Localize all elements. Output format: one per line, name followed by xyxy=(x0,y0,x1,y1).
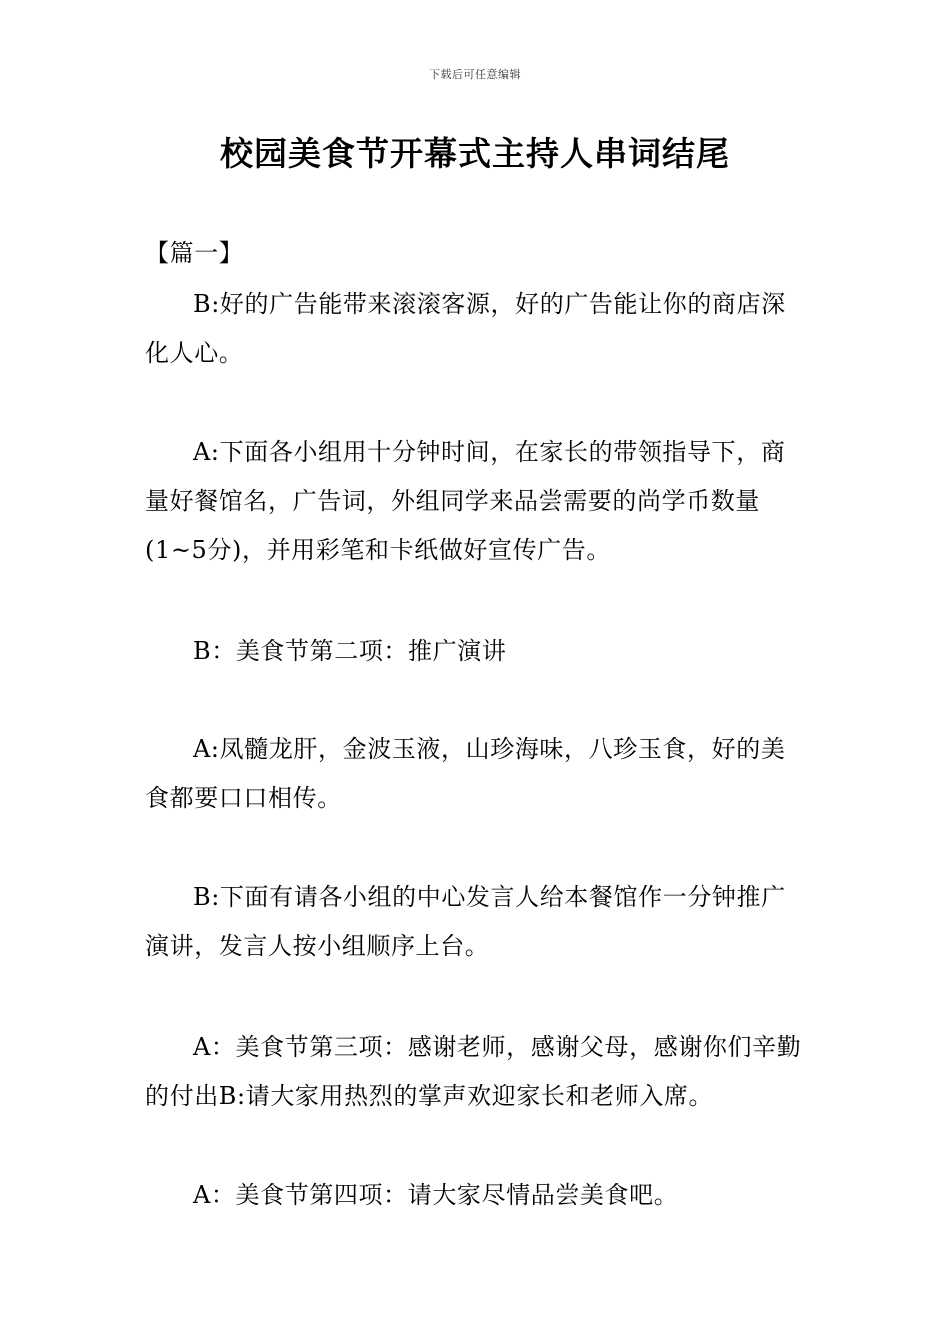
paragraph: B:好的广告能带来滚滚客源，好的广告能让你的商店深化人心。 xyxy=(145,290,786,367)
paragraph: A：美食节第四项：请大家尽情品尝美食吧。 xyxy=(193,1181,679,1209)
document-title: 校园美食节开幕式主持人串词结尾 xyxy=(220,134,730,173)
paragraph: A：美食节第三项：感谢老师，感谢父母，感谢你们辛勤的付出B:请大家用热烈的掌声欢迎家长和老师入席。 xyxy=(145,1033,802,1110)
header-note: 下载后可任意编辑 xyxy=(429,68,521,81)
paragraph: A:凤髓龙肝，金波玉液，山珍海味，八珍玉食，好的美食都要口口相传。 xyxy=(145,735,786,812)
paragraph: A:下面各小组用十分钟时间，在家长的带领指导下，商量好餐馆名，广告词，外组同学来品尝需要的尚学币数量(1~5分)，并用彩笔和卡纸做好宣传广告。 xyxy=(145,438,786,564)
paragraph: B:下面有请各小组的中心发言人给本餐馆作一分钟推广演讲，发言人按小组顺序上台。 xyxy=(145,883,786,960)
paragraph: B：美食节第二项：推广演讲 xyxy=(193,637,507,665)
section-label: 【篇一】 xyxy=(145,239,244,267)
